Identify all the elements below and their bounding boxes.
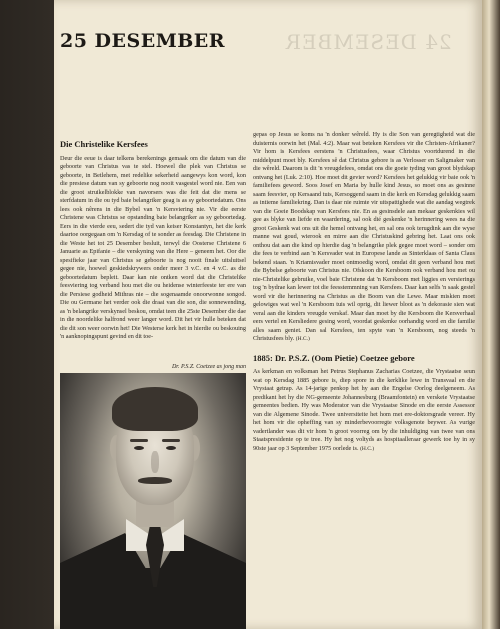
page-title: 25 DESEMBER xyxy=(60,30,226,52)
hair xyxy=(112,387,198,431)
portrait-photo xyxy=(60,373,246,629)
right-eye xyxy=(166,446,176,450)
left-eyebrow xyxy=(130,439,148,442)
article-right-column xyxy=(253,131,475,453)
article-signature: (H.C.) xyxy=(295,336,310,342)
article-body-right-text: gepas op Jesus se koms na 'n donker wêreld. Hy is die Son van geregtigheid wat die duisternis oorwin het (Mal. 4:2). Maar wat beteken Kersfees vir die Christen-Afrikaner? Vir hom is Kersfees eerstens 'n Christusfees, waar Christus voortdurend in die middelpunt moet bly. Kersfees sê dat Christus gebore is as Verlosser en Saligmaker van die wêreld. Daarom is dit 'n vreugdefees, omdat ons die goeie tyding van groot blydskap ontvang het (Luk. 2:10). Hoe moet dit gevier word? Kersfees het gelukkig vir baie ook 'n familiefees geword. Soos Josef en Maria by hulle kind Jesus, so moet ons as gesinne saam feesvier, op Kersaand tuis, Kersoggend saam in die kerk en Kersdag gelukkig saam as intieme familiekring. Dan is daar nie ruimte vir uitspattighede wat die aandag wegtrek van die Goeie Boodskap van Kersfees nie. En as gesinsdele aan mekaar geskenkies wil gee as blyke van liefde en waardering, sal ook dié geskenke 'n herinnering wees na die groot Geskenk wat ons uit die hemel ontvang het, en sal ons ook terugdink aan die wyse manne wat goud, wierook en mirre aan die Christuskind gebring het. Laat ons ook onthou dat aan die kind op hierdie dag 'n belangrike plek gegee moet word – sonder om die fees te verbind aan 'n Kersvader wat in Europese lande as Sinterklaas of Santa Claus bekend staan. 'n Kriamisvader moet ontmoedig word, omdat dit geen verband hou met die Bybelse geboorte van Christus nie. Ofskoon die Kersboom ook verband hou met ou nie-Christelike gebruike, voel baie Christene dat 'n Kersboom met liggies en versierings tog 'n bydrae kan lewer tot die feesstemmning van Kersfees. Daar kan selfs 'n saak gestel word vir die herinnering na Christus as die Boom van die Lewe. Maar miskien moet gelowiges wat wel 'n Kersboom tuis wil oprig, dit liewer bloot as 'n dekorasie sien wat veral aan die kinders vreugde verskaf. Maar dan moet by die Kersboom die Kersverhaal eers vertel en Kersliedere gesing word, voordat geskenke oorhandig word en die familie alles saam geniet. Dan sal Kersfees, ten spyte van 'n Kersboom, nog steeds 'n Christusfees bly. xyxy=(253,131,475,342)
photo-caption: Dr. P.S.Z. Coetzee as jong man xyxy=(171,364,246,370)
article-body-right xyxy=(253,131,475,344)
bleed-through-title: 24 DESEMBER xyxy=(285,30,452,54)
mustache xyxy=(138,477,172,484)
right-eyebrow xyxy=(162,439,180,442)
article2-body-text: As kerkman en volksman het Petrus Stephanus Zacharias Coetzee, die Vrystaatse seun wat op Kersdag 1885 gebore is, diep spore in die kerklike lewe in Transvaal en die Vrystaat getrap. As 14-jarige penkop het hy aan die Engelse Oorlog deelgeneem. As predikant het hy die NG-gemeente Johannesburg (Braamfontein) en verskeie Vrystaatse gemeentes bedien. Hy was Moderator van die Vrystaatse Sinode en die eerste Assessor van die Algemene Sinode. Twee universiteite het hom met ere-doktorsgrade vereer. Hy het hom vir die opheffing van sy minderbevoorregte volksgenote beywer. As vurige vadertlander was dit vir hom 'n groot voorreg om by die inhuldiging van twee van ons Staatspresidente op te tree. Hy het nog voltyds as hospitaalleraar gewerk toe hy in sy 90ste jaar op 3 September 1975 oorlede is. xyxy=(253,368,475,452)
article-heading: Die Christelike Kersfees xyxy=(60,139,148,149)
article2-signature: (H.C.) xyxy=(360,445,375,452)
article-left-column xyxy=(60,140,246,342)
left-eye xyxy=(134,446,144,450)
nose xyxy=(151,451,159,473)
facing-page-edge xyxy=(482,0,500,629)
article2-heading: 1885: Dr. P.S.Z. (Oom Pietie) Coetzee gebore xyxy=(253,352,415,363)
article-body-left: Deur die eeue is daar telkens berekenings gemaak om die datum van die geboorte van Christus vas te stel. Hoewel die plek van Christus se geboorte, in Betlehem, met redelike sekerheid aangewys kon word, kon die presiese datum van sy geboorte nog nooit vasgestel word nie. Een van die groot struikelblokke van navorsers was die feit dat die mens se sterfdatum in die ou tyd baie belangriker geag is as sy geboortedatum. Ons lees ook nêrens in die Bybel van 'n Kersviering nie. Vir die eerste Christene was Christus se opstanding baie belangriker as sy geboortedag. Eers in die vierde eeu, sedert die tyd van keiser Konstantyn, het die kerk daartoe oorgegaan om 'n Kersdag of te sonder as feesdag. Die Christene in die Weste het tot 25 Desember besluit, terwyl die Oosterse Christene 6 Januarie as Epifanie – die verskyning van die Here – geneem het. Oor die spesifieke jaar van Christus se geboorte is nog nooit finale uitsluitsel gegee nie, hoewel geskiedskrywers onder meer 3 v.C. en 4 v.C. as die geboortedatum bepleit. Daar kan nie ontken word dat die Christelike feesviering tog verband hou met die ou heidense winterfeeste ter ere van die Persiese godheid Mithras nie – die sogenaamde onoorwonne songod. Die ou Germane het verder ook die draai van die son, die sonnewending, as 'n belangrike verskynsel beskou, omdat teen die 25ste Desember die dae in die noordelike halfrond weer langer word. Dit het vir hulle beteken dat die dit son weer oorwin het! Die Westerse kerk het in hierdie ou beskouing 'n aanknopingspunt gevind en dit toe- xyxy=(60,154,246,340)
article2-body xyxy=(253,368,475,453)
